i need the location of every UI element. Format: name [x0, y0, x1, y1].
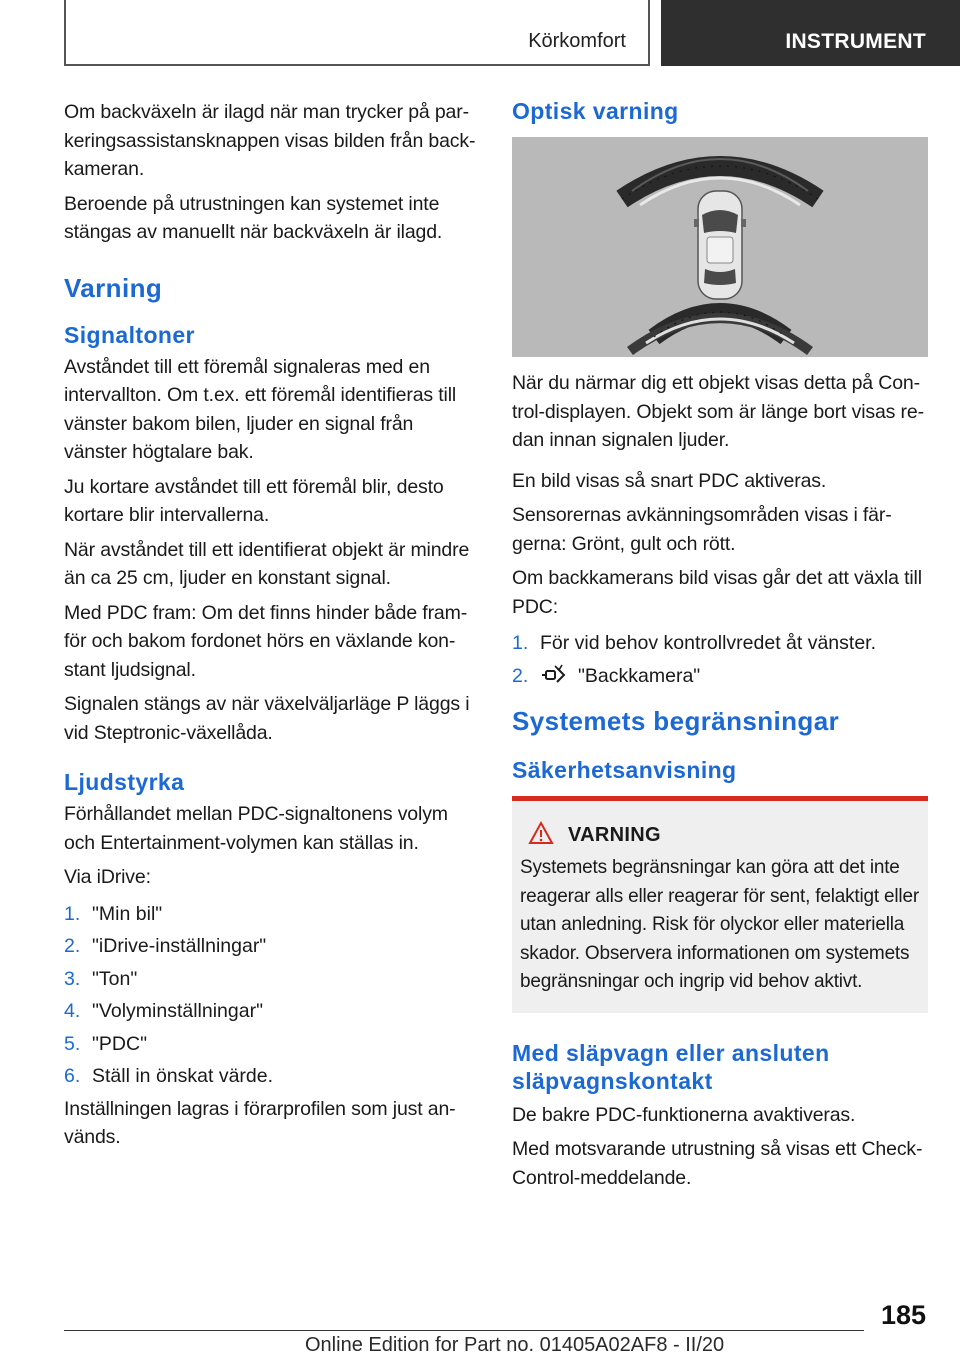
list-item: 3. "Ton": [64, 967, 138, 990]
page-number: 185: [880, 1300, 926, 1330]
heading-slapvagn: Med släpvagn eller ansluten släpvagnskontakt: [512, 1039, 830, 1094]
pdc-steps-list: [512, 627, 928, 692]
warning-triangle-icon: [528, 821, 554, 850]
paragraph: Ju kortare avståndet till ett föremål blir, desto kortare blir intervallerna.: [64, 475, 444, 526]
left-column: [64, 98, 478, 1158]
paragraph: Med motsvarande utrustning så visas ett Check-Control-meddelande.: [512, 1138, 923, 1189]
paragraph: Beroende på utrustningen kan systemet inte stängas av manuellt när backväxeln är ilagd.: [64, 192, 443, 243]
paragraph: Inställningen lagras i förarprofilen som just används.: [64, 1097, 456, 1148]
footer-edition: Online Edition for Part no. 01405A02AF8 - II/20: [305, 1334, 725, 1356]
paragraph: Om backväxeln är ilagd när man trycker på parkeringsassistansknappen visas bilden från backkameran.: [64, 101, 476, 180]
pdc-car-illustration: [512, 137, 928, 357]
warning-text: Systemets begränsningar kan göra att det inte reagerar alls eller reagerar för sent, felaktigt eller utan anledning. Risk för olyckor eller materiella skador. Observera informationen om systemets begränsningar och ingrip vid behov aktivt.: [520, 857, 919, 992]
warning-title: VARNING: [568, 824, 661, 846]
heading-varning: Varning: [64, 272, 163, 303]
paragraph: Avståndet till ett föremål signaleras med en intervallton. Om t.ex. ett föremål identifieras till vänster bakom bilen, ljuder en signal från vänster högtalare bak.: [64, 355, 457, 463]
idrive-steps-list: [64, 898, 478, 1093]
header-chapter-tab: [661, 0, 960, 66]
pdc-display-image: [512, 137, 928, 357]
list-item: 2. "iDrive-inställningar": [64, 935, 267, 957]
paragraph: Med PDC fram: Om det finns hinder både framför och bakom fordonet hörs en växlande konstant ljudsignal.: [64, 601, 468, 681]
list-item: 1. För vid behov kontrollvredet åt vänster.: [512, 632, 877, 654]
heading-signaltoner: Signaltoner: [64, 321, 195, 348]
header-section-title: Körkomfort: [528, 30, 626, 52]
list-item: 6. Ställ in önskat värde.: [64, 1065, 274, 1087]
list-item: 1. "Min bil": [64, 902, 163, 925]
paragraph: Sensorernas avkänningsområden visas i färgerna: Grönt, gult och rött.: [512, 504, 892, 555]
list-item: 5. "PDC": [64, 1032, 148, 1055]
header-section-box: [64, 0, 650, 66]
list-item: 2. "Backkamera": [512, 660, 928, 693]
heading-ljudstyrka: Ljudstyrka: [64, 769, 185, 795]
paragraph: När avståndet till ett identifierat objekt är mindre än ca 25 cm, ljuder en konstant signal.: [64, 538, 470, 589]
right-column: [512, 98, 928, 1198]
paragraph: Om backkamerans bild visas går det att växla till PDC:: [512, 567, 922, 618]
paragraph: De bakre PDC-funktionerna avaktiveras.: [512, 1103, 856, 1126]
warning-header: [520, 821, 920, 850]
paragraph: När du närmar dig ett objekt visas detta på Control-displayen. Objekt som är länge bort visas redan innan signalen ljuder.: [512, 372, 925, 451]
heading-sakerhetsanvisning: Säkerhetsanvisning: [512, 757, 737, 783]
header-chapter-title: INSTRUMENT: [785, 30, 926, 53]
warning-box: [512, 796, 928, 1013]
list-item: 4. "Volyminställningar": [64, 1000, 264, 1022]
parking-sensor-icon: [540, 660, 568, 693]
heading-optisk-varning: Optisk varning: [512, 98, 679, 124]
footer-divider: [64, 1330, 864, 1331]
heading-systemets-begransningar: Systemets begränsningar: [512, 706, 840, 736]
paragraph: Via iDrive:: [64, 866, 151, 888]
paragraph: Signalen stängs av när växelväljarläge P läggs i vid Steptronic-växellåda.: [64, 693, 470, 744]
paragraph: Förhållandet mellan PDC-signaltonens volym och Entertainment-volymen kan ställas in.: [64, 803, 448, 854]
paragraph: En bild visas så snart PDC aktiveras.: [512, 469, 827, 492]
